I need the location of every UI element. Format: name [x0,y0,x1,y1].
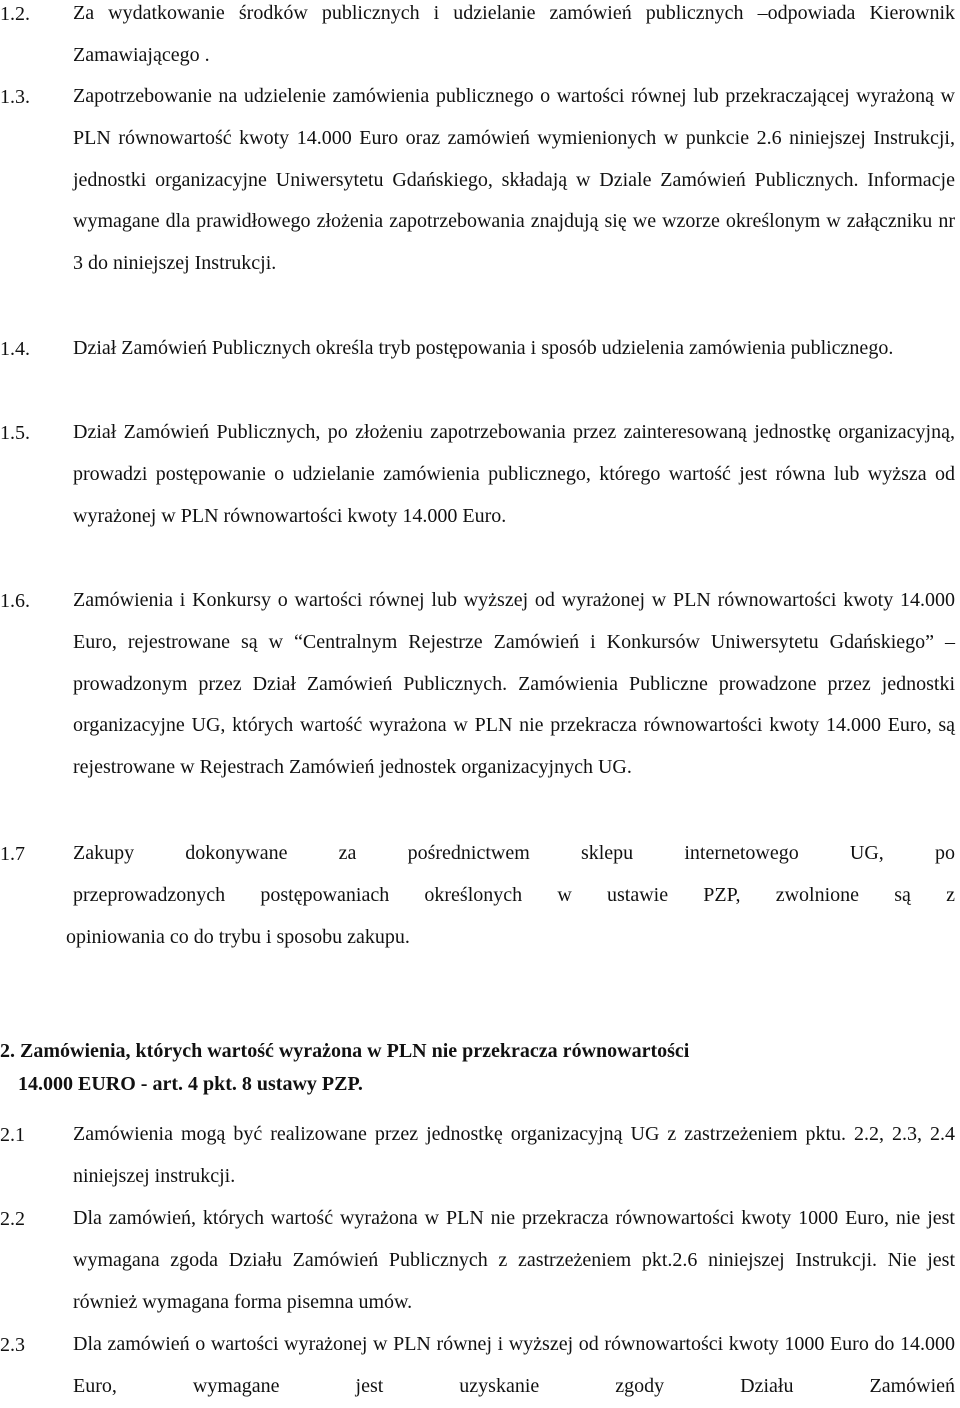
item-number: 1.2. [0,3,30,25]
item-text: Dla zamówień o wartości wyrażonej w PLN równej i wyższej od równowartości kwoty 1000 Euro do 14.000 Euro, wymagane jest uzyskanie zgody Działu Zamówień [73,1333,955,1397]
item-number: 1.7 [0,843,25,865]
item-number: 1.6. [0,590,30,612]
item-number: 1.5. [0,422,30,444]
item-text: Zamówienia mogą być realizowane przez jednostkę organizacyjną UG z zastrzeżeniem pktu. 2.2, 2.3, 2.4 niniejszej instrukcji. [73,1123,955,1187]
item-text-line-1: Zakupy dokonywane za pośrednictwem sklepu internetowego UG, po [73,842,955,864]
section-heading-line-2: 14.000 EURO - art. 4 pkt. 8 ustawy PZP. [18,1073,363,1095]
item-text-line-3: opiniowania co do trybu i sposobu zakupu. [66,926,410,948]
item-text: Zapotrzebowanie na udzielenie zamówienia publicznego o wartości równej lub przekraczającej wyrażoną w PLN równowartość kwoty 14.000 Euro oraz zamówień wymienionych w punkcie 2.6 niniejszej Instrukcji, jednostki organizacyjne Uniwersytetu Gdańskiego, składają w Dziale Zamówień Publicznych. Informacje wymagane dla prawidłowego złożenia zapotrzebowania znajdują się we wzorze określonym w załączniku nr 3 do niniejszej Instrukcji. [73,85,955,275]
item-text-line-2: przeprowadzonych postępowaniach określonych w ustawie PZP, zwolnione są z [73,884,955,906]
item-text: Zamówienia i Konkursy o wartości równej lub wyższej od wyrażonej w PLN równowartości kwoty 14.000 Euro, rejestrowane są w “Centralnym Rejestrze Zamówień i Konkursów Uniwersytetu Gdańskiego” – prowadzonym przez Dział Zamówień Publicznych. Zamówienia Publiczne prowadzone przez jednostki organizacyjne UG, których wartość wyrażona w PLN nie przekracza równowartości kwoty 14.000 Euro, są rejestrowane w Rejestrach Zamówień jednostek organizacyjnych UG. [73,589,955,779]
item-text: Dział Zamówień Publicznych, po złożeniu zapotrzebowania przez zainteresowaną jednostkę organizacyjną, prowadzi postępowanie o udzielanie zamówienia publicznego, którego wartość jest równa lub wyższa od wyrażonej w PLN równowartości kwoty 14.000 Euro. [73,421,955,527]
item-number: 1.4. [0,338,30,360]
item-text: Dział Zamówień Publicznych określa tryb postępowania i sposób udzielenia zamówienia publicznego. [73,337,894,359]
item-number: 1.3. [0,86,30,108]
item-text: Dla zamówień, których wartość wyrażona w PLN nie przekracza równowartości kwoty 1000 Euro, nie jest wymagana zgoda Działu Zamówień Publicznych z zastrzeżeniem pkt.2.6 niniejszej Instrukcji. Nie jest również wymagana forma pisemna umów. [73,1207,955,1313]
item-number: 2.1 [0,1124,25,1146]
item-number: 2.2 [0,1208,25,1230]
section-heading [0,1035,960,1101]
item-number: 2.3 [0,1334,25,1356]
section-heading-line-1: 2. Zamówienia, których wartość wyrażona w PLN nie przekracza równowartości [0,1040,690,1062]
item-text: Za wydatkowanie środków publicznych i udzielanie zamówień publicznych –odpowiada Kierownik Zamawiającego . [73,2,955,66]
